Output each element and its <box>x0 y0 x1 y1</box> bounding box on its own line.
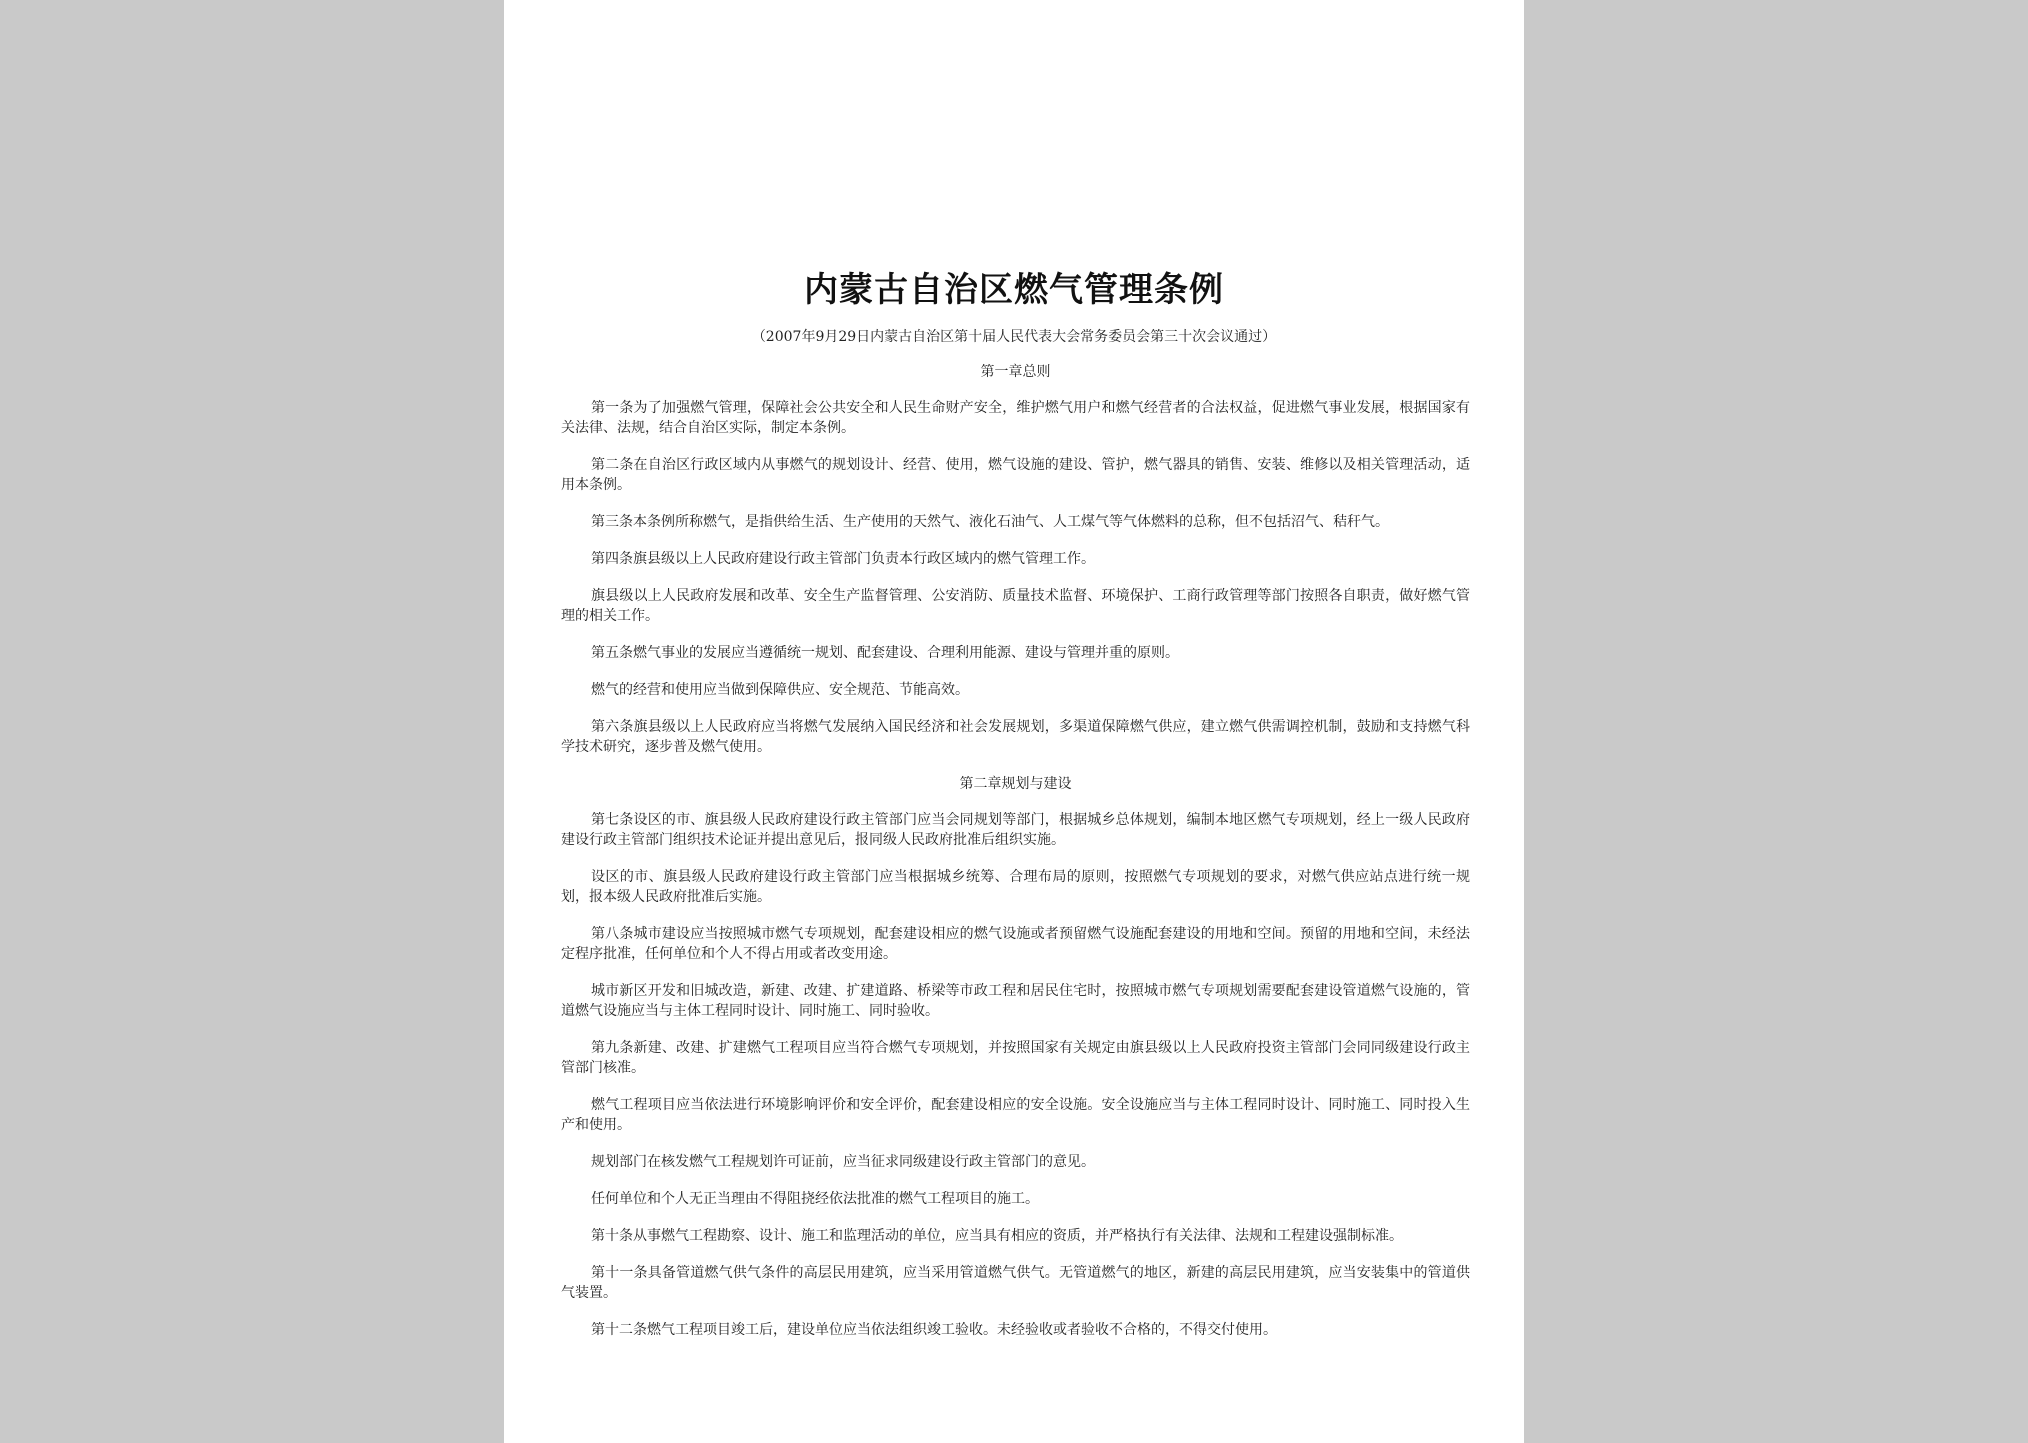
chapter-heading: 第一章总则 <box>980 364 1051 380</box>
document-body <box>561 362 1470 1357</box>
article-paragraph: 第十二条燃气工程项目竣工后，建设单位应当依法组织竣工验收。未经验收或者验收不合格的，不得交付使用。 <box>591 1322 1277 1338</box>
article-paragraph: 旗县级以上人民政府发展和改革、安全生产监督管理、公安消防、质量技术监督、环境保护、工商行政管理等部门按照各自职责，做好燃气管理的相关工作。 <box>561 588 1470 624</box>
article-paragraph: 第九条新建、改建、扩建燃气工程项目应当符合燃气专项规划，并按照国家有关规定由旗县级以上人民政府投资主管部门会同同级建设行政主管部门核准。 <box>561 1040 1470 1076</box>
article-paragraph: 燃气工程项目应当依法进行环境影响评价和安全评价，配套建设相应的安全设施。安全设施应当与主体工程同时设计、同时施工、同时投入生产和使用。 <box>561 1097 1470 1133</box>
article-paragraph: 第六条旗县级以上人民政府应当将燃气发展纳入国民经济和社会发展规划，多渠道保障燃气供应，建立燃气供需调控机制，鼓励和支持燃气科学技术研究，逐步普及燃气使用。 <box>561 719 1470 755</box>
article-paragraph: 城市新区开发和旧城改造，新建、改建、扩建道路、桥梁等市政工程和居民住宅时，按照城市燃气专项规划需要配套建设管道燃气设施的，管道燃气设施应当与主体工程同时设计、同时施工、同时验收。 <box>561 983 1470 1019</box>
article-paragraph: 第三条本条例所称燃气，是指供给生活、生产使用的天然气、液化石油气、人工煤气等气体燃料的总称，但不包括沼气、秸秆气。 <box>591 514 1389 530</box>
article-paragraph: 燃气的经营和使用应当做到保障供应、安全规范、节能高效。 <box>591 682 969 698</box>
article-paragraph: 任何单位和个人无正当理由不得阻挠经依法批准的燃气工程项目的施工。 <box>591 1191 1039 1207</box>
article-paragraph: 第十条从事燃气工程勘察、设计、施工和监理活动的单位，应当具有相应的资质，并严格执行有关法律、法规和工程建设强制标准。 <box>591 1228 1403 1244</box>
document-title: 内蒙古自治区燃气管理条例 <box>804 270 1224 310</box>
chapter-heading: 第二章规划与建设 <box>959 776 1072 792</box>
article-paragraph: 设区的市、旗县级人民政府建设行政主管部门应当根据城乡统筹、合理布局的原则，按照燃气专项规划的要求，对燃气供应站点进行统一规划，报本级人民政府批准后实施。 <box>561 869 1470 905</box>
article-paragraph: 第一条为了加强燃气管理，保障社会公共安全和人民生命财产安全，维护燃气用户和燃气经营者的合法权益，促进燃气事业发展，根据国家有关法律、法规，结合自治区实际，制定本条例。 <box>561 400 1470 436</box>
article-paragraph: 规划部门在核发燃气工程规划许可证前，应当征求同级建设行政主管部门的意见。 <box>591 1154 1095 1170</box>
article-paragraph: 第四条旗县级以上人民政府建设行政主管部门负责本行政区域内的燃气管理工作。 <box>591 551 1095 567</box>
article-paragraph: 第七条设区的市、旗县级人民政府建设行政主管部门应当会同规划等部门，根据城乡总体规划，编制本地区燃气专项规划，经上一级人民政府建设行政主管部门组织技术论证并提出意见后，报同级人民政府批准后组织实施。 <box>561 812 1470 848</box>
document-page <box>504 0 1524 1443</box>
article-paragraph: 第八条城市建设应当按照城市燃气专项规划，配套建设相应的燃气设施或者预留燃气设施配套建设的用地和空间。预留的用地和空间，未经法定程序批准，任何单位和个人不得占用或者改变用途。 <box>561 926 1470 962</box>
article-paragraph: 第二条在自治区行政区域内从事燃气的规划设计、经营、使用，燃气设施的建设、管护，燃气器具的销售、安装、维修以及相关管理活动，适用本条例。 <box>561 457 1470 493</box>
article-paragraph: 第十一条具备管道燃气供气条件的高层民用建筑，应当采用管道燃气供气。无管道燃气的地区，新建的高层民用建筑，应当安装集中的管道供气装置。 <box>561 1265 1470 1301</box>
article-paragraph: 第五条燃气事业的发展应当遵循统一规划、配套建设、合理利用能源、建设与管理并重的原则。 <box>591 645 1179 661</box>
document-subtitle: （2007年9月29日内蒙古自治区第十届人民代表大会常务委员会第三十次会议通过） <box>751 329 1277 345</box>
